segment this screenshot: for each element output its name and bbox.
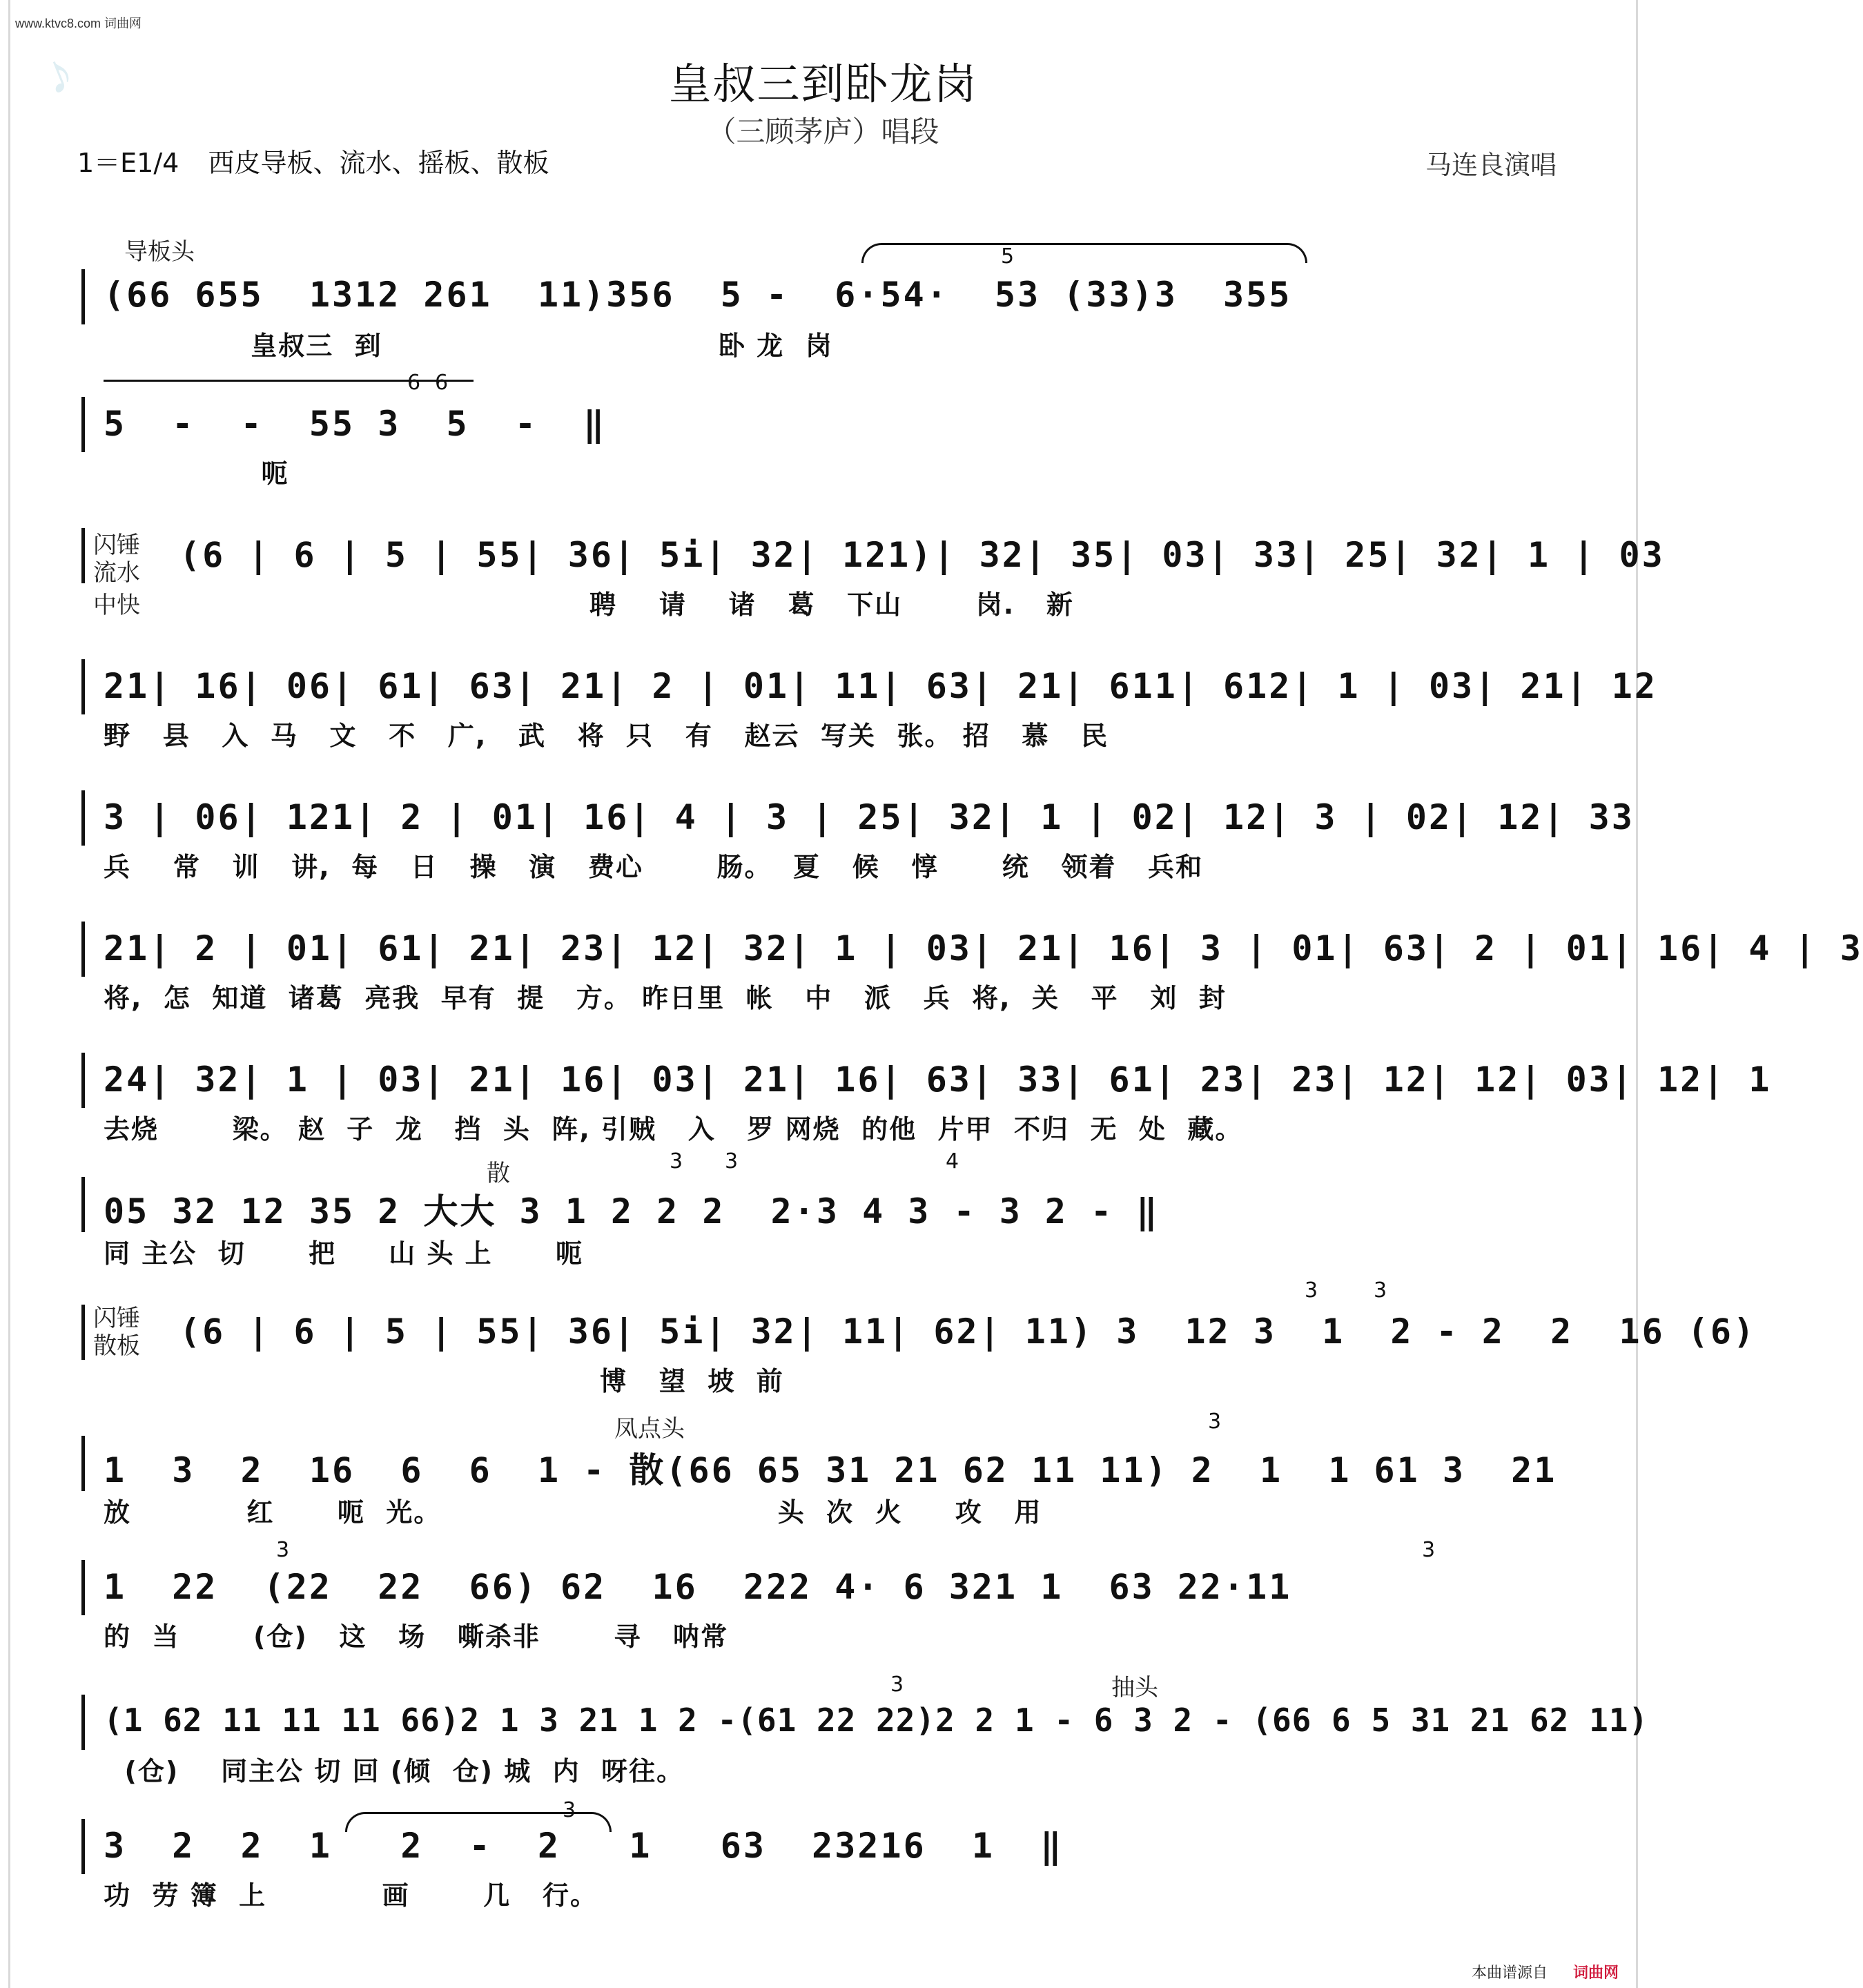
barline (81, 1177, 85, 1232)
notes: 1 3 2 16 6 6 1 - 散(66 65 31 21 62 11 11) 2 1 1 61 3 21 (104, 1450, 1557, 1490)
score-line-7 (76, 1039, 1772, 1156)
left-border (8, 0, 10, 1988)
notes: (66 655 1312 261 11)356 5 - 6·54· 53 (33)3 355 (104, 275, 1292, 315)
page-subtitle: （三顾茅庐）唱段 (707, 115, 939, 148)
label-choutou: 抽头 (1111, 1674, 1158, 1702)
score-line-11 (76, 1538, 1574, 1664)
footer (1472, 1961, 1619, 1982)
score-line-5 (76, 777, 1635, 894)
score-line-9 (76, 1278, 1757, 1408)
notes: 21| 16| 06| 61| 63| 21| 2 | 01| 11| 63| 21| 611| 612| 1 | 03| 21| 12 (104, 666, 1657, 706)
tuplet-mark: 3 (1422, 1538, 1436, 1562)
notes: 1 22 (22 22 66) 62 16 222 4· 6 321 1 63 22·11 (104, 1567, 1292, 1607)
tuplet-mark: 4 (946, 1149, 959, 1173)
notes: 5 - - 55 3 5 - ‖ (104, 404, 607, 444)
performer: 马连良演唱 (1425, 150, 1557, 180)
lyrics: 将, 怎 知道 诸葛 亮我 早有 提 方。 昨日里 帐 中 派 兵 将, 关 平 刘 封 (104, 983, 1227, 1013)
lyrics: (仓) 同主公 切 回 (倾 仓) 城 内 呀往。 (104, 1756, 685, 1786)
tuplet-mark: 3 (890, 1673, 904, 1697)
lyrics: 的 当 (仓) 这 场 嘶杀非 寻 呐常 (104, 1621, 729, 1652)
lyrics: 博 望 坡 前 (179, 1366, 784, 1396)
watermark-logo: ♪ (33, 39, 83, 107)
score-line-4 (76, 645, 1657, 763)
score-line-13 (76, 1798, 1574, 1922)
footer-source: 本曲谱源自 (1471, 1965, 1548, 1982)
score-line-3 (76, 514, 1665, 632)
score-line-1 (76, 235, 1574, 373)
label-san: 散 (487, 1160, 510, 1187)
barline (81, 659, 85, 714)
notes: (1 62 11 11 11 66)2 1 3 21 1 2 -(61 22 22)2 2 1 - 6 3 2 - (66 6 5 31 21 62 11) (104, 1702, 1649, 1739)
lyrics: 呃 (104, 458, 289, 489)
barline (81, 1560, 85, 1615)
notes: 3 2 2 1 2 - 2 1 63 23216 1 ‖ (104, 1826, 1064, 1866)
lyrics: 皇叔三 到 卧 龙 岗 (104, 331, 833, 361)
label-shanchui-liushui: 闪锤 流水 (93, 532, 140, 587)
page-title: 皇叔三到卧龙岗 (668, 59, 978, 109)
notes: (6 | 6 | 5 | 55| 36| 5i| 32| 121)| 32| 35| 03| 33| 25| 32| 1 | 03 (179, 535, 1665, 575)
footer-site-link[interactable]: 词曲网 (1572, 1965, 1619, 1982)
key-signature (77, 142, 549, 179)
tuplet-mark: 3 (1374, 1278, 1387, 1303)
tuplet-mark: 3 (670, 1149, 683, 1173)
barline (81, 397, 85, 452)
barline (81, 922, 85, 977)
notes: 3 | 06| 121| 2 | 01| 16| 4 | 3 | 25| 32| 1 | 02| 12| 3 | 02| 12| 33 (104, 797, 1635, 837)
lyrics: 野 县 入 马 文 不 广, 武 将 只 有 赵云 写关 张。 招 慕 民 (104, 721, 1109, 751)
lyrics: 同 主公 切 把 山 头 上 呃 (104, 1238, 584, 1269)
tuplet-mark: 6 (407, 371, 421, 395)
notes: 05 32 12 35 2 大大 3 1 2 2 2 2·3 4 3 - 3 2 - ‖ (104, 1191, 1160, 1231)
tuplet-mark: 3 (563, 1798, 576, 1822)
barline (81, 790, 85, 846)
label-daobantou: 导板头 (124, 238, 195, 266)
lyrics: 聘 请 诸 葛 下山 岗. 新 (179, 589, 1074, 620)
barline (81, 1819, 85, 1874)
key-signature-text: 1＝E1/4 (77, 148, 179, 178)
lyrics: 去烧 梁。 赵 子 龙 挡 头 阵, 引贼 入 罗 网烧 的他 片甲 不归 无 处 藏。 (104, 1114, 1243, 1144)
tuplet-mark: 3 (1208, 1410, 1222, 1434)
lyrics: 放 红 呃 光。 头 次 火 攻 用 (104, 1497, 1042, 1528)
right-border (1636, 0, 1638, 1988)
barline (81, 1305, 85, 1360)
lyrics: 功 劳 簿 上 画 几 行。 (104, 1880, 598, 1911)
label-shanchui-sanban: 闪锤 散板 (93, 1305, 140, 1360)
lyrics: 兵 常 训 讲, 每 日 操 演 费心 肠。 夏 候 惇 统 领着 兵和 (104, 852, 1204, 882)
score-line-12 (76, 1673, 1649, 1798)
notes: 21| 2 | 01| 61| 21| 23| 12| 32| 1 | 03| 21| 16| 3 | 01| 63| 2 | 01| 16| 4 | 3 (104, 928, 1863, 968)
site-header[interactable]: www.ktvc8.com 词曲网 (15, 17, 142, 30)
style-note: 西皮导板、流水、摇板、散板 (208, 148, 549, 178)
barline (81, 1053, 85, 1108)
tuplet-mark: 3 (1305, 1278, 1318, 1303)
score-line-10 (76, 1410, 1574, 1539)
score-line-2 (76, 371, 1574, 494)
tuplet-mark: 6 (435, 371, 449, 395)
label-fengdiantou: 凤点头 (614, 1415, 685, 1443)
label-zhongkuai: 中快 (93, 592, 140, 619)
score-line-6 (76, 908, 1863, 1025)
barline (81, 528, 85, 583)
tuplet-mark: 5 (1001, 244, 1015, 269)
tie-mark (861, 243, 1307, 263)
tuplet-mark: 3 (725, 1149, 739, 1173)
notes: (6 | 6 | 5 | 55| 36| 5i| 32| 11| 62| 11) 3 12 3 1 2 - 2 2 16 (6) (179, 1312, 1757, 1352)
notes: 24| 32| 1 | 03| 21| 16| 03| 21| 16| 63| 33| 61| 23| 23| 12| 12| 03| 12| 1 (104, 1060, 1772, 1100)
barline (81, 269, 85, 324)
barline (81, 1436, 85, 1491)
score-line-8 (76, 1149, 1574, 1274)
barline (81, 1695, 85, 1750)
tuplet-mark: 3 (276, 1538, 290, 1562)
